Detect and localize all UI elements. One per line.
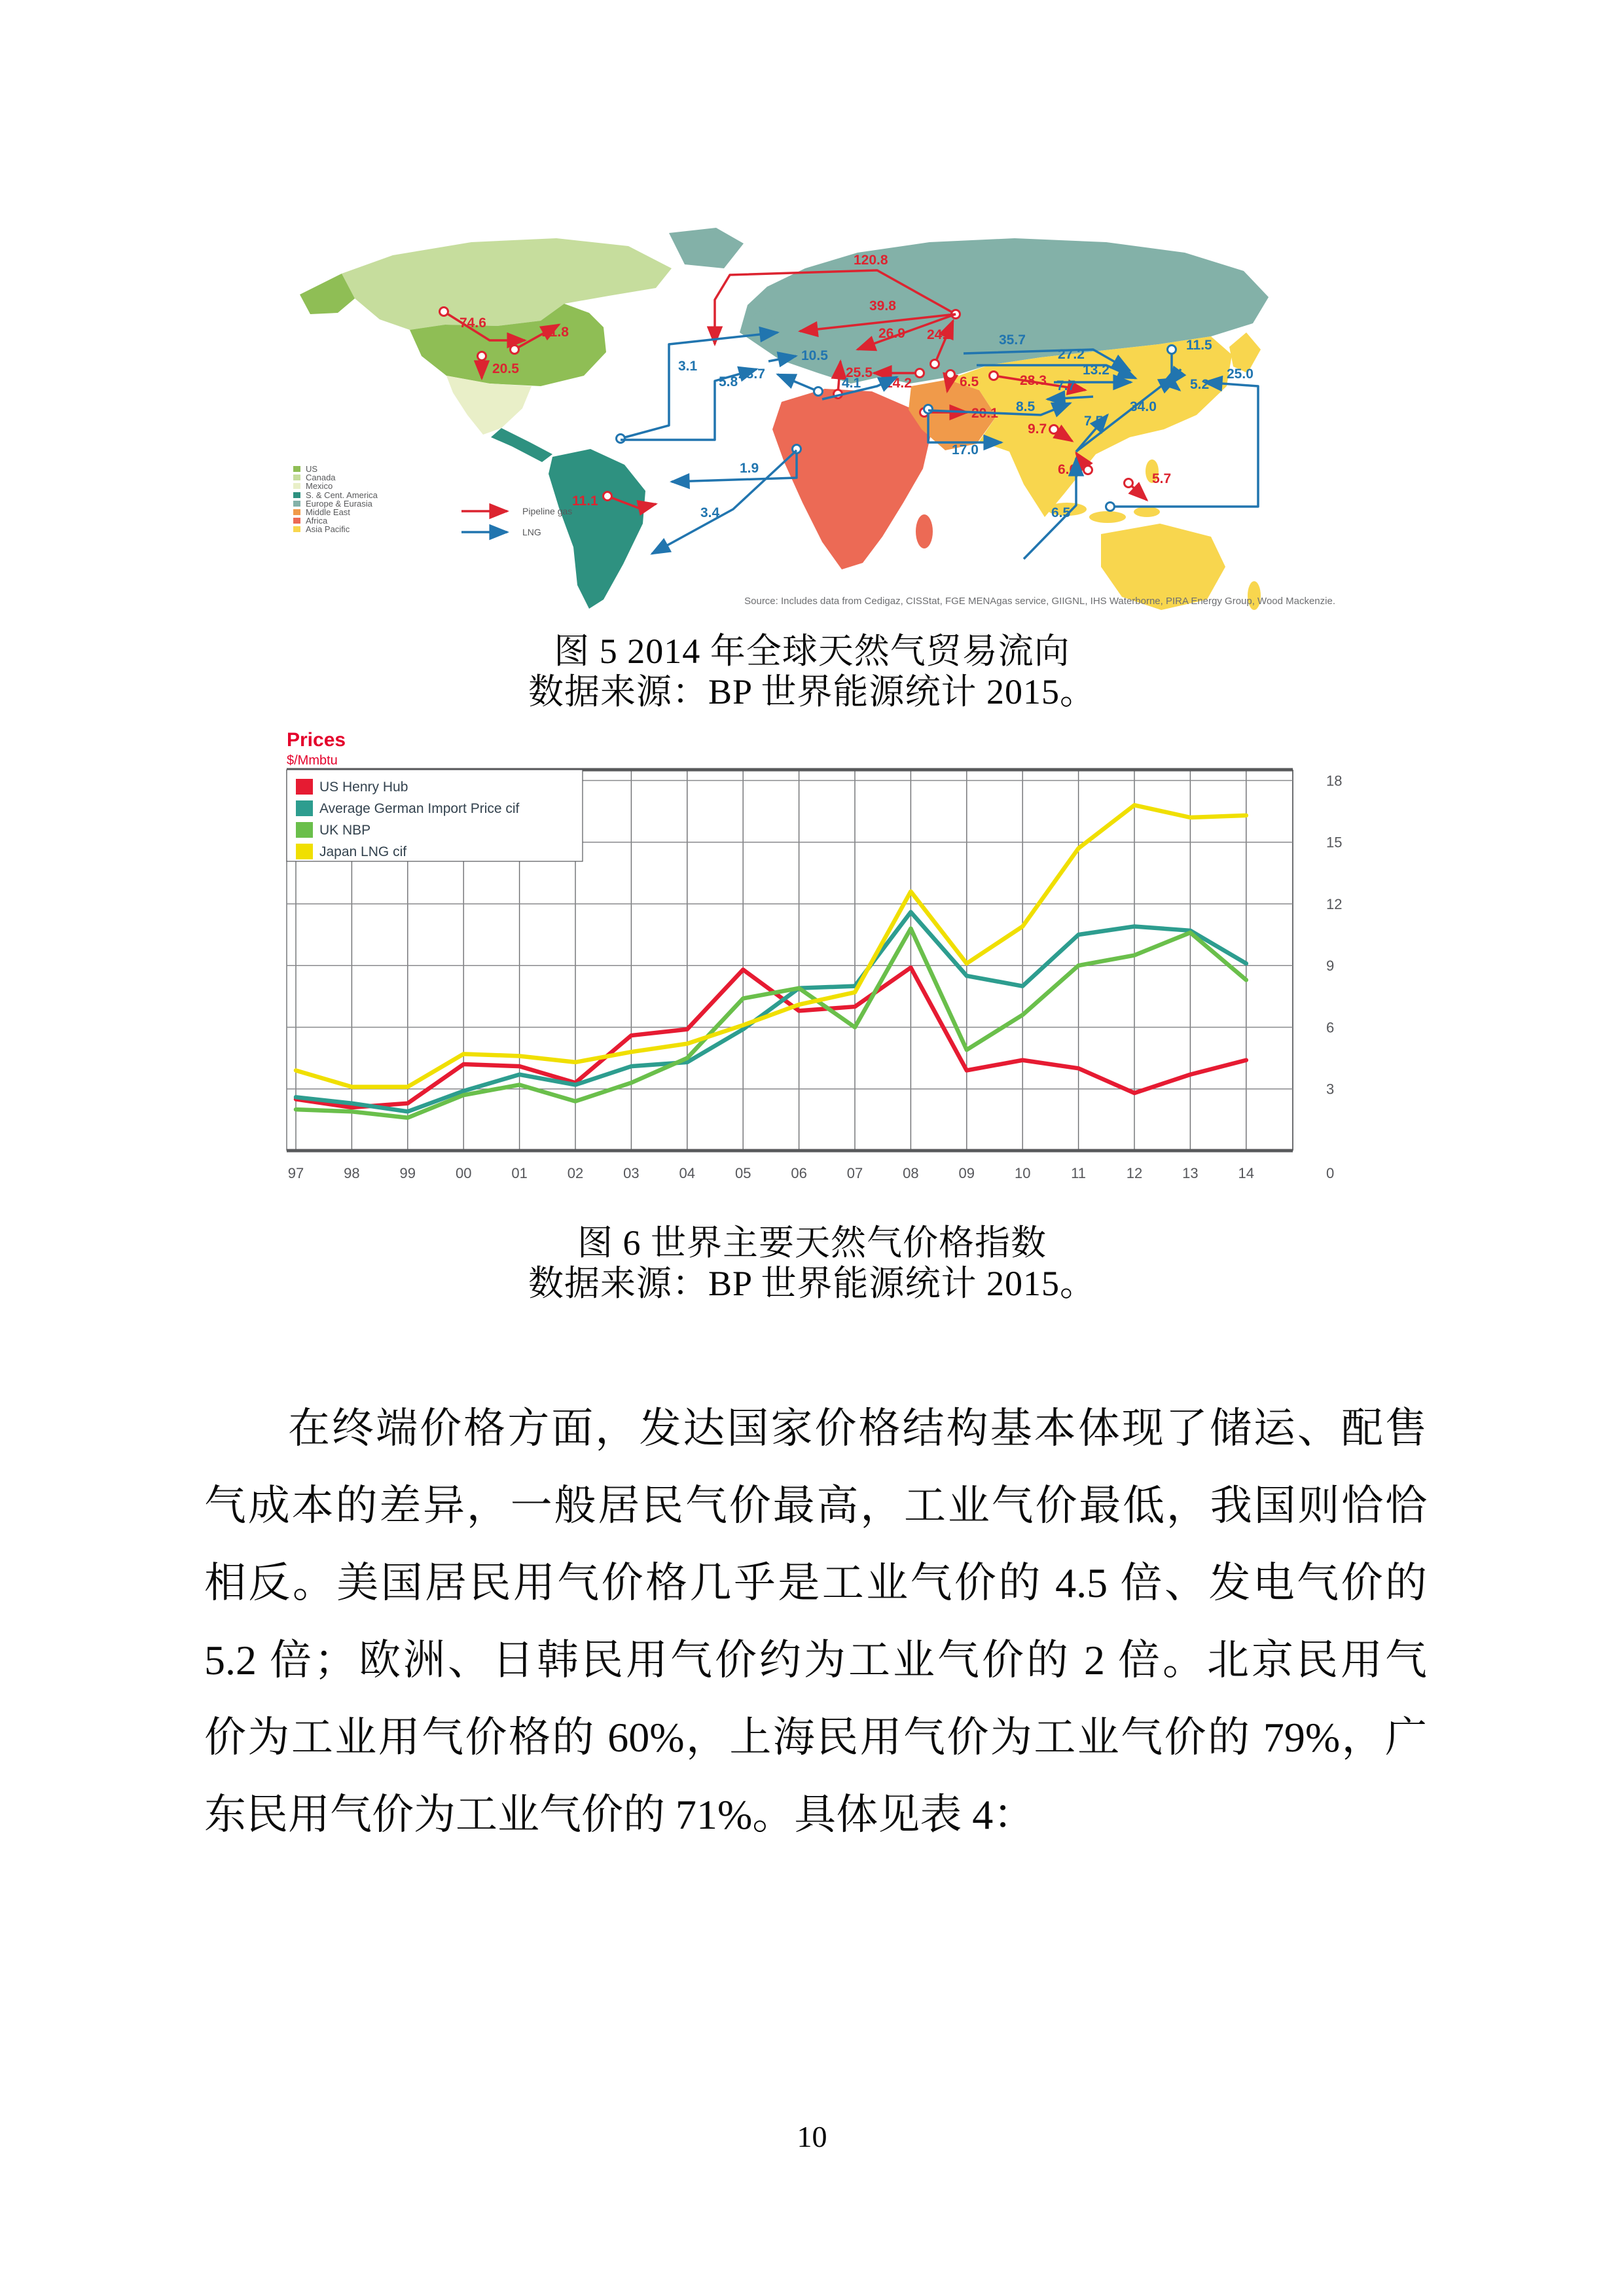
svg-text:01: 01 — [511, 1165, 528, 1181]
legend-label: Europe & Eurasia — [306, 498, 372, 509]
svg-text:13.2: 13.2 — [1083, 363, 1110, 378]
svg-text:Average German Import Price ci: Average German Import Price cif — [319, 801, 520, 816]
svg-text:6.5: 6.5 — [1051, 505, 1071, 520]
svg-text:14.2: 14.2 — [885, 376, 912, 391]
svg-text:11: 11 — [1071, 1165, 1087, 1181]
svg-text:6.5: 6.5 — [960, 374, 979, 389]
legend-swatch — [293, 492, 300, 498]
page-number: 10 — [797, 2120, 827, 2153]
svg-text:08: 08 — [903, 1165, 919, 1181]
figure6-source-caption: 数据来源：BP 世界能源统计 2015。 — [528, 1264, 1096, 1303]
figure5-source-caption: 数据来源：BP 世界能源统计 2015。 — [528, 672, 1096, 711]
svg-text:10.5: 10.5 — [801, 348, 828, 363]
paragraph-line: 5.2 倍；欧洲、日韩民用气价约为工业气价的 2 倍。北京民用气 — [204, 1637, 1427, 1683]
svg-text:$/Mmbtu: $/Mmbtu — [287, 753, 338, 768]
svg-text:11.1: 11.1 — [572, 493, 598, 509]
world-map — [281, 221, 1342, 614]
legend-label: Asia Pacific — [306, 524, 350, 535]
svg-text:3.1: 3.1 — [678, 359, 698, 374]
svg-text:07: 07 — [846, 1165, 863, 1181]
svg-text:5.7: 5.7 — [1152, 471, 1172, 486]
svg-text:26.9: 26.9 — [878, 326, 905, 341]
svg-text:06: 06 — [791, 1165, 807, 1181]
svg-text:12: 12 — [1126, 1165, 1143, 1181]
svg-text:5.8: 5.8 — [719, 374, 738, 389]
svg-text:11.5: 11.5 — [1186, 338, 1212, 353]
svg-text:20.5: 20.5 — [492, 361, 519, 376]
svg-text:09: 09 — [958, 1165, 975, 1181]
svg-text:6: 6 — [1326, 1019, 1335, 1036]
svg-text:04: 04 — [679, 1165, 696, 1181]
svg-text:LNG: LNG — [522, 527, 541, 537]
legend-item — [293, 491, 378, 499]
svg-text:0: 0 — [1326, 1165, 1335, 1181]
svg-text:12: 12 — [1326, 895, 1343, 912]
figure6-caption: 图 6 世界主要天然气价格指数 — [577, 1223, 1047, 1263]
legend-swatch — [293, 501, 300, 507]
svg-text:99: 99 — [399, 1165, 416, 1181]
svg-text:3.4: 3.4 — [700, 505, 720, 520]
svg-text:Japan LNG cif: Japan LNG cif — [319, 844, 407, 859]
legend-item — [293, 499, 378, 508]
svg-text:15: 15 — [1326, 834, 1343, 851]
svg-text:35.7: 35.7 — [999, 332, 1026, 348]
svg-text:120.8: 120.8 — [854, 253, 888, 268]
svg-text:5.2: 5.2 — [1190, 377, 1210, 392]
svg-text:4.1: 4.1 — [842, 376, 861, 391]
legend-label: S. & Cent. America — [306, 490, 378, 500]
svg-text:UK NBP: UK NBP — [319, 823, 371, 838]
svg-text:24.2: 24.2 — [927, 327, 954, 342]
paragraph-line: 在终端价格方面，发达国家价格结构基本体现了储运、配售 — [288, 1405, 1427, 1452]
legend-label: US — [306, 464, 318, 474]
svg-text:6.6: 6.6 — [1058, 462, 1077, 477]
svg-text:7.5: 7.5 — [1084, 414, 1104, 429]
svg-text:US Henry Hub: US Henry Hub — [319, 780, 408, 795]
svg-text:7.7: 7.7 — [1056, 378, 1076, 393]
svg-text:28.3: 28.3 — [1020, 373, 1047, 388]
legend-swatch — [293, 466, 300, 472]
paragraph-line: 东民用气价为工业气价的 71%。具体见表 4： — [204, 1791, 1036, 1838]
continents-layer — [300, 228, 1269, 610]
svg-text:20.1: 20.1 — [971, 406, 998, 421]
figure5-trade-map — [281, 221, 1342, 614]
body-paragraph — [204, 1390, 1427, 1854]
svg-text:13: 13 — [1182, 1165, 1199, 1181]
svg-text:9.7: 9.7 — [1028, 422, 1047, 437]
svg-text:25.5: 25.5 — [846, 365, 873, 380]
flow-legend — [461, 506, 572, 537]
svg-text:10: 10 — [1014, 1165, 1031, 1181]
svg-text:74.6: 74.6 — [460, 315, 486, 331]
legend-item — [293, 482, 378, 490]
svg-text:3: 3 — [1326, 1081, 1335, 1098]
svg-text:02: 02 — [567, 1165, 584, 1181]
svg-text:8.5: 8.5 — [1016, 399, 1036, 414]
paragraph-line: 价为工业用气价格的 60%，上海民用气价为工业气价的 79%，广 — [204, 1714, 1427, 1761]
figure5-caption: 图 5 2014 年全球天然气贸易流向 — [554, 632, 1070, 671]
svg-text:34.0: 34.0 — [1130, 399, 1157, 414]
svg-text:98: 98 — [344, 1165, 360, 1181]
price-chart-svg — [281, 728, 1355, 1186]
legend-swatch — [293, 526, 300, 532]
map-region-legend — [293, 465, 378, 534]
svg-text:03: 03 — [623, 1165, 640, 1181]
paragraph-line: 气成本的差异，一般居民气价最高，工业气价最低，我国则恰恰 — [204, 1482, 1427, 1529]
svg-text:00: 00 — [455, 1165, 472, 1181]
figure6-price-chart — [281, 728, 1355, 1186]
legend-swatch — [293, 483, 300, 489]
svg-text:18: 18 — [1326, 772, 1343, 789]
legend-swatch — [293, 509, 300, 515]
svg-text:Prices: Prices — [287, 729, 346, 751]
legend-label: Mexico — [306, 481, 333, 492]
svg-text:1.9: 1.9 — [740, 461, 759, 476]
legend-swatch — [293, 518, 300, 524]
svg-text:27.2: 27.2 — [1058, 347, 1085, 362]
svg-text:17.0: 17.0 — [952, 442, 979, 457]
svg-text:14: 14 — [1238, 1165, 1255, 1181]
svg-text:25.0: 25.0 — [1227, 367, 1254, 382]
svg-text:97: 97 — [287, 1165, 304, 1181]
legend-label: Canada — [306, 473, 336, 483]
svg-text:23.7: 23.7 — [738, 367, 765, 382]
legend-label: Middle East — [306, 507, 350, 517]
legend-swatch — [293, 475, 300, 480]
map-source-note: Source: Includes data from Cedigaz, CISStat, FGE MENAgas service, GIIGNL, IHS Waterborne, PIRA Energy Group, Wood Mackenzie. — [744, 596, 1335, 607]
legend-item — [293, 525, 378, 533]
legend-label: Africa — [306, 516, 328, 526]
svg-text:21.8: 21.8 — [542, 325, 569, 340]
paragraph-line: 相反。美国居民用气价格几乎是工业气价的 4.5 倍、发电气价的 — [204, 1560, 1427, 1606]
svg-text:05: 05 — [734, 1165, 751, 1181]
svg-text:9: 9 — [1326, 958, 1335, 975]
svg-text:39.8: 39.8 — [869, 298, 896, 314]
svg-text:Pipeline gas: Pipeline gas — [522, 506, 573, 516]
